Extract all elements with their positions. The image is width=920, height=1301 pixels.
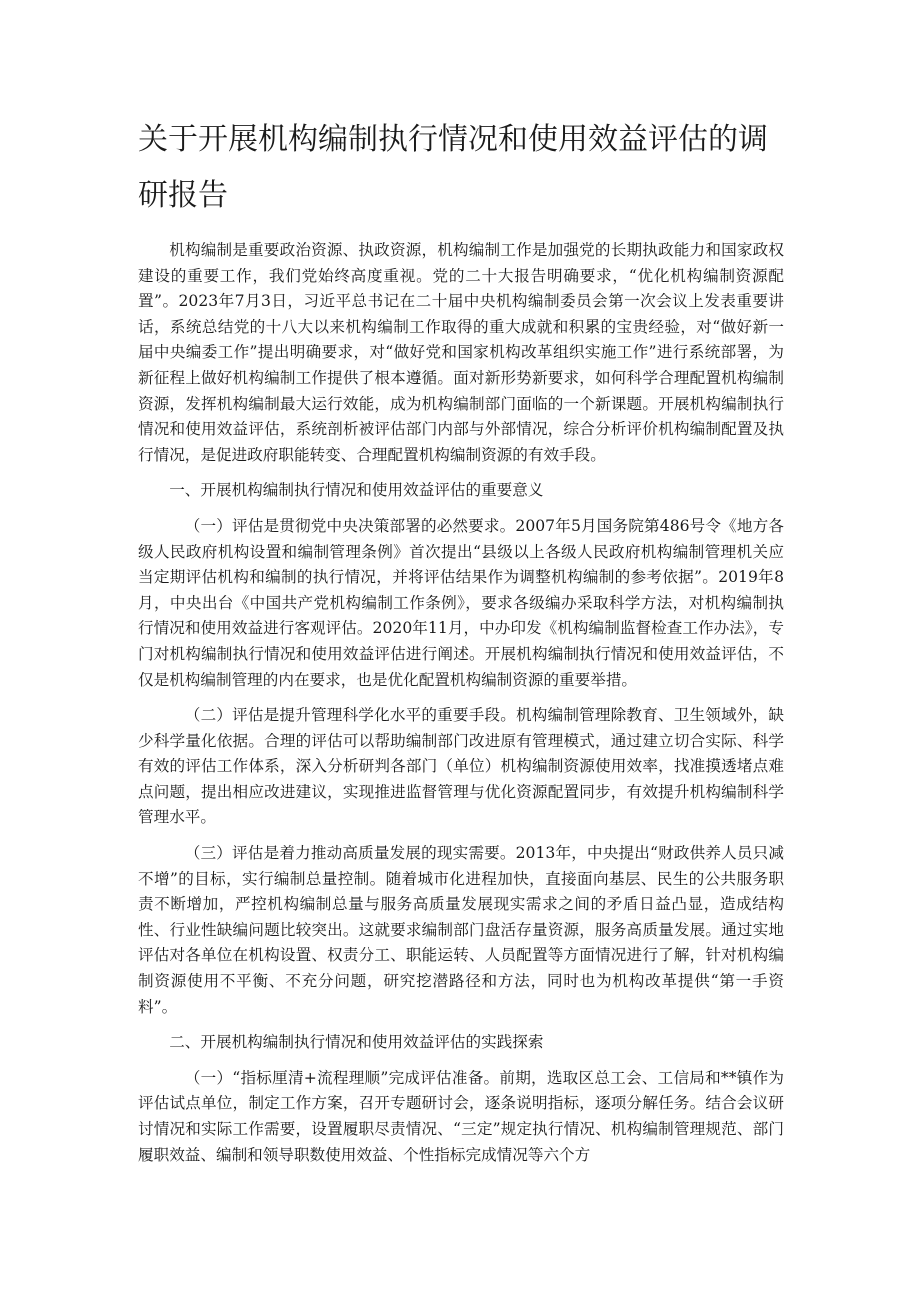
section-1-paragraph-3: （三）评估是着力推动高质量发展的现实需要。2013年，中央提出“财政供养人员只减不增”的目标，实行编制总量控制。随着城市化进程加快，直接面向基层、民生的公共服务职责不断增加，严控机构编制总量与服务高质量发展现实需求之间的矛盾日益凸显，造成结构性、行业性缺编问题比较突出。这就要求编制部门盘活存量资源，服务高质量发展。通过实地评估对各单位在机构设置、权责分工、职能运转、人员配置等方面情况进行了解，针对机构编制资源使用不平衡、不充分问题，研究挖潜路径和方法，同时也为机构改革提供“第一手资料”。	[138, 844, 784, 1016]
section-2-heading: 二、开展机构编制执行情况和使用效益评估的实践探索	[169, 1033, 544, 1052]
section-2-paragraph-1: （一）“指标厘清+流程理顺”完成评估准备。前期，选取区总工会、工信局和**镇作为评估试点单位，制定工作方案，召开专题研讨会，逐条说明指标，逐项分解任务。结合会议研讨情况和实际工作需要，设置履职尽责情况、“三定”规定执行情况、机构编制管理规范、部门履职效益、编制和领导职数使用效益、个性指标完成情况等六个方	[138, 1068, 784, 1164]
document-title: 关于开展机构编制执行情况和使用效益评估的调研报告	[138, 122, 768, 213]
section-1-paragraph-2: （二）评估是提升管理科学化水平的重要手段。机构编制管理除教育、卫生领域外，缺少科学量化依据。合理的评估可以帮助编制部门改进原有管理模式，通过建立切合实际、科学有效的评估工作体系，深入分析研判各部门（单位）机构编制资源使用效率，找准摸透堵点难点问题，提出相应改进建议，实现推进监督管理与优化资源配置同步，有效提升机构编制科学管理水平。	[138, 706, 784, 827]
section-1-paragraph-1: （一）评估是贯彻党中央决策部署的必然要求。2007年5月国务院第486号令《地方各级人民政府机构设置和编制管理条例》首次提出“县级以上各级人民政府机构编制管理机关应当定期评估机构和编制的执行情况，并将评估结果作为调整机构编制的参考依据”。2019年8月，中央出台《中国共产党机构编制工作条例》，要求各级编办采取科学方法，对机构编制执行情况和使用效益进行客观评估。2020年11月，中办印发《机构编制监督检查工作办法》，专门对机构编制执行情况和使用效益评估进行阐述。开展机构编制执行情况和使用效益评估，不仅是机构编制管理的内在要求，也是优化配置机构编制资源的重要举措。	[138, 516, 784, 689]
intro-paragraph: 机构编制是重要政治资源、执政资源，机构编制工作是加强党的长期执政能力和国家政权建设的重要工作，我们党始终高度重视。党的二十大报告明确要求，“优化机构编制资源配置”。2023年7月3日，习近平总书记在二十届中央机构编制委员会第一次会议上发表重要讲话，系统总结党的十八大以来机构编制工作取得的重大成就和积累的宝贵经验，对“做好新一届中央编委工作”提出明确要求，对“做好党和国家机构改革组织实施工作”进行系统部署，为新征程上做好机构编制工作提供了根本遵循。面对新形势新要求，如何科学合理配置机构编制资源，发挥机构编制最大运行效能，成为机构编制部门面临的一个新课题。开展机构编制执行情况和使用效益评估，系统剖析被评估部门内部与外部情况，综合分析评价机构编制配置及执行情况，是促进政府职能转变、合理配置机构编制资源的有效手段。	[138, 241, 784, 464]
document-page	[138, 112, 784, 1178]
section-1-heading: 一、开展机构编制执行情况和使用效益评估的重要意义	[169, 481, 544, 500]
